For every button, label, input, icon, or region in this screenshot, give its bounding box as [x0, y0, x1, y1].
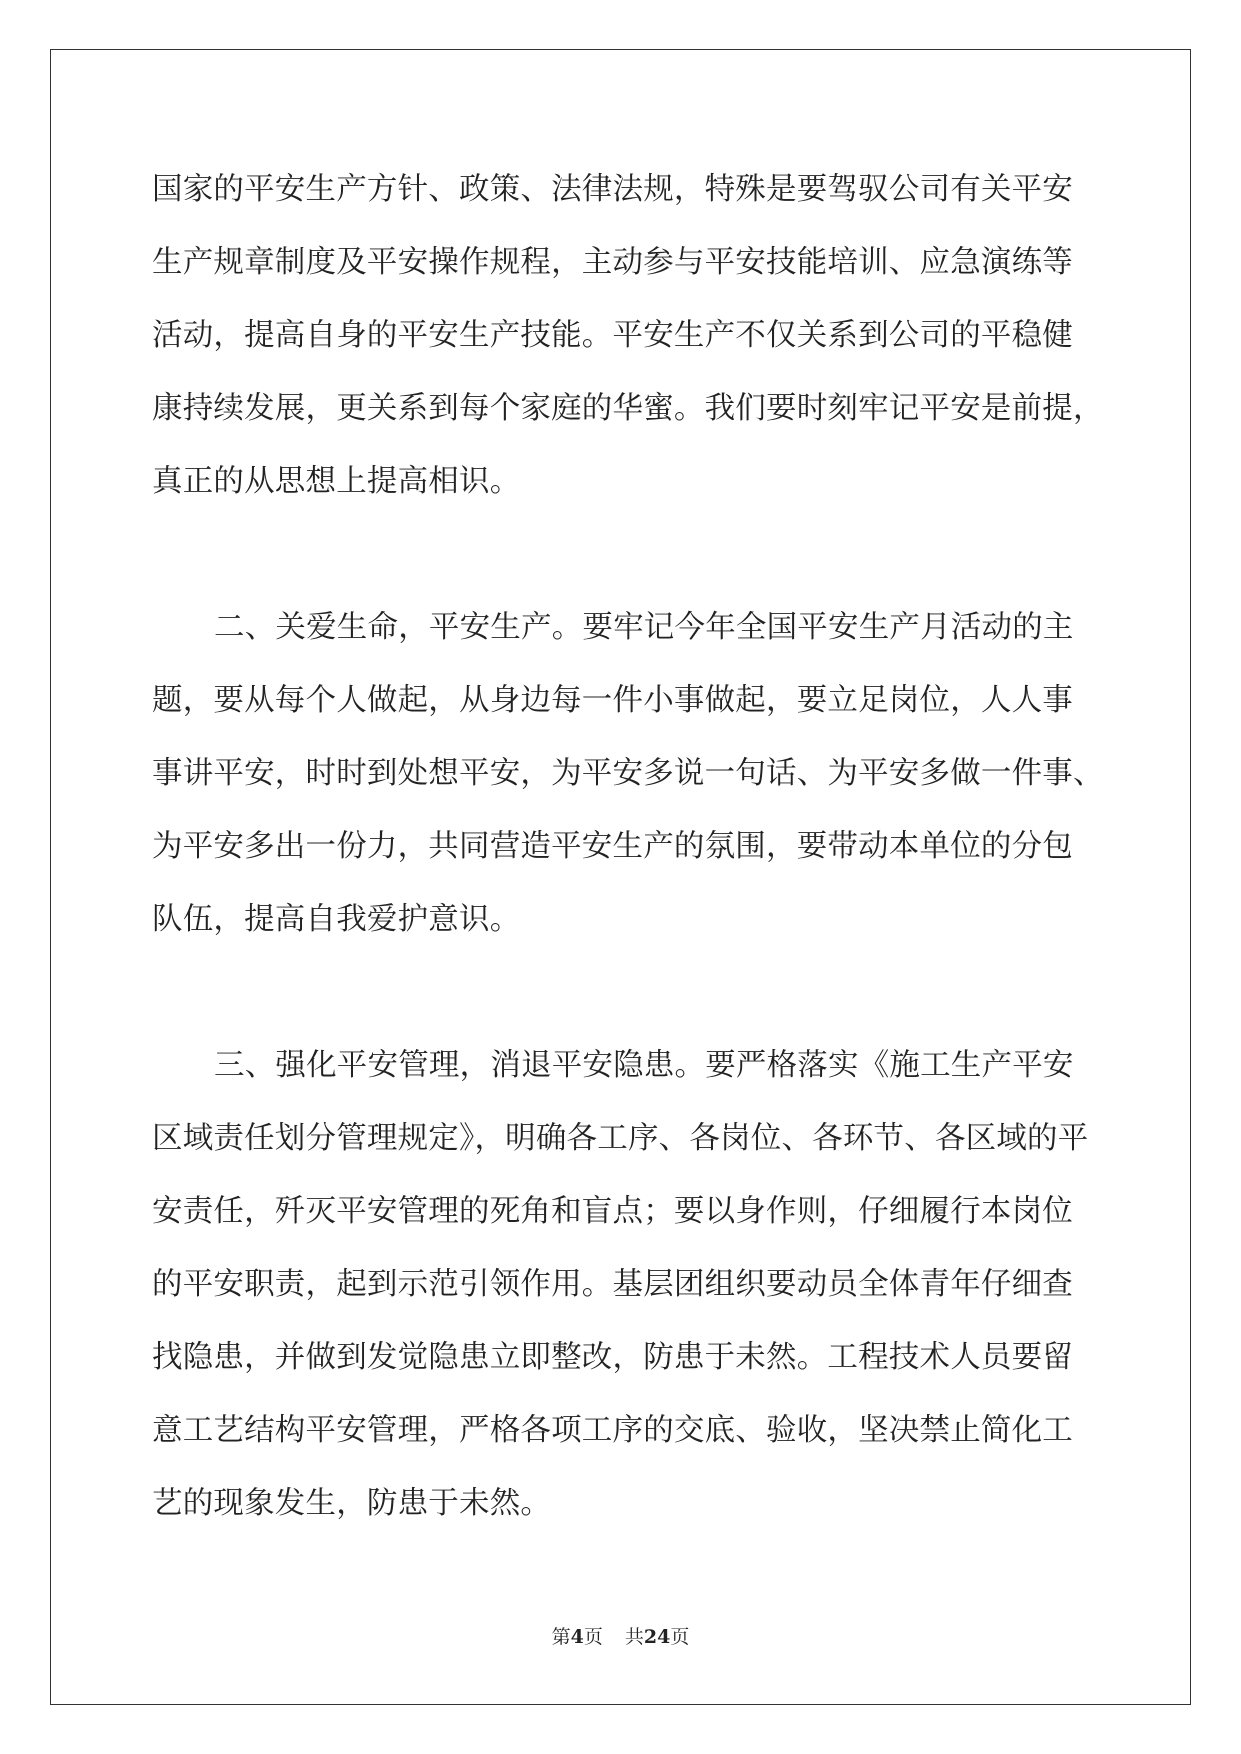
page-footer	[0, 1625, 1241, 1649]
text-line: 生产规章制度及平安操作规程，主动参与平安技能培训、应急演练等	[152, 245, 1073, 280]
total-pages: 24	[643, 1626, 671, 1648]
text-line: 为平安多出一份力，共同营造平安生产的氛围，要带动本单位的分包	[152, 829, 1073, 864]
page-prefix: 第	[551, 1626, 571, 1648]
document-body	[152, 166, 1102, 1553]
paragraph-gap	[152, 969, 1102, 1042]
text-line: 题，要从每个人做起，从身边每一件小事做起，要立足岗位，人人事	[152, 683, 1073, 718]
text-line: 真正的从思想上提高相识。	[152, 464, 521, 499]
text-line: 国家的平安生产方针、政策、法律法规，特殊是要驾驭公司有关平安	[152, 172, 1073, 207]
total-suffix: 页	[670, 1626, 690, 1648]
text-line: 艺的现象发生，防患于未然。	[152, 1486, 552, 1521]
paragraph-gap	[152, 531, 1102, 604]
text-line: 区域责任划分管理规定》，明确各工序、各岗位、各环节、各区域的平	[152, 1121, 1089, 1156]
page-suffix: 页	[583, 1626, 603, 1648]
text-line: 安责任，歼灭平安管理的死角和盲点；要以身作则，仔细履行本岗位	[152, 1194, 1073, 1229]
text-line: 事讲平安，时时到处想平安，为平安多说一句话、为平安多做一件事、	[152, 756, 1104, 791]
text-line: 队伍，提高自我爱护意识。	[152, 902, 521, 937]
text-line: 康持续发展，更关系到每个家庭的华蜜。我们要时刻牢记平安是前提，	[152, 391, 1104, 426]
text-line: 找隐患，并做到发觉隐患立即整改，防患于未然。工程技术人员要留	[152, 1340, 1073, 1375]
text-line: 意工艺结构平安管理，严格各项工序的交底、验收，坚决禁止简化工	[152, 1413, 1073, 1448]
text-line: 活动，提高自身的平安生产技能。平安生产不仅关系到公司的平稳健	[152, 318, 1073, 353]
text-line: 的平安职责，起到示范引领作用。基层团组织要动员全体青年仔细查	[152, 1267, 1073, 1302]
page-number: 4	[570, 1626, 584, 1648]
text-line: 三、强化平安管理，消退平安隐患。要严格落实《施工生产平安	[214, 1048, 1074, 1083]
text-line: 二、关爱生命，平安生产。要牢记今年全国平安生产月活动的主	[214, 610, 1074, 645]
total-prefix: 共	[624, 1626, 644, 1648]
